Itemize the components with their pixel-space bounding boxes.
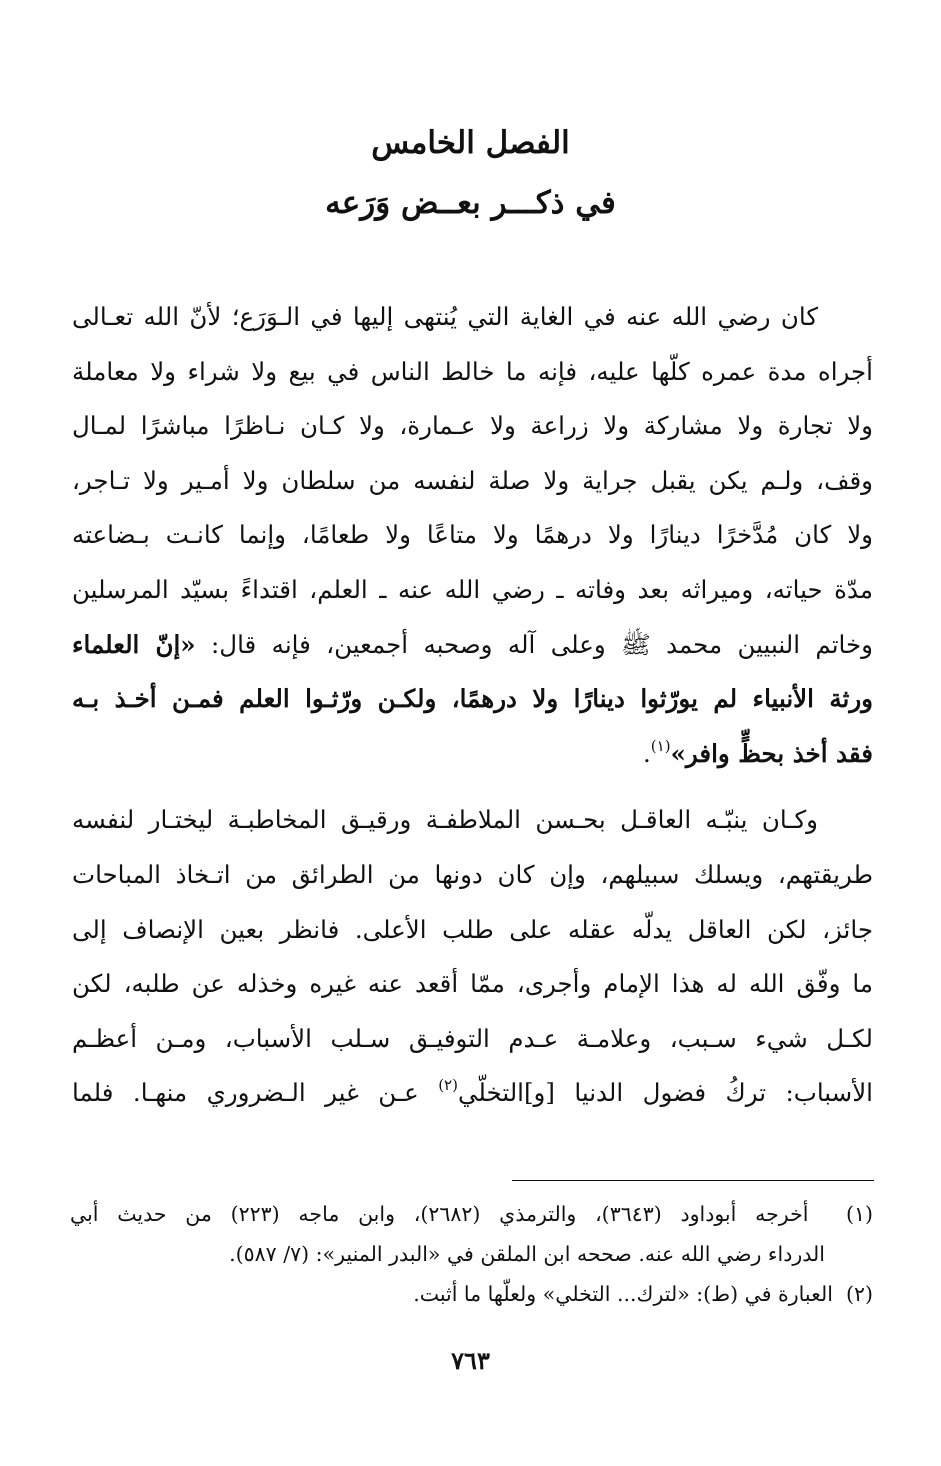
footnote-ref-1[interactable]: (١)	[650, 736, 671, 755]
footnote-text: أخرجه أبوداود (٣٦٤٣)، والترمذي (٢٦٨٢)، وابن ماجه (٢٢٣) من حديث أبي	[70, 1202, 809, 1226]
paragraph-line	[72, 1066, 873, 1121]
paragraph-line: مدّة حياته، وميراثه بعد وفاته ـ رضي الله عنه ـ العلم، اقتداءً بسيّد المرسلين	[72, 574, 873, 604]
footnote-ref-2[interactable]: (٢)	[438, 1076, 458, 1095]
hadith-quote-end: فقد أخذ بحظٍّ وافر»	[670, 738, 873, 768]
footnote-text: العبارة في (ط): «لترك... التخلي» ولعلّها ما أثبت.	[413, 1282, 833, 1306]
chapter-subtitle: في ذكـــر بعــض وَرَعه	[325, 185, 616, 221]
paragraph-gap	[72, 781, 873, 793]
footnotes	[70, 1194, 873, 1314]
paragraph-line: وكـان ينبّـه العاقـل بحـسن الملاطفـة ورقيـق المخاطبـة ليختـار لنفسه	[72, 805, 818, 835]
footnote-1	[70, 1194, 873, 1234]
paragraph-line: ولا تجارة ولا مشاركة ولا زراعة ولا عـمارة، ولا كـان نـاظرًا مباشرًا لمـال	[72, 411, 873, 441]
hadith-quote-start: «إنّ العلماء	[72, 629, 196, 659]
paragraph-line: وقف، ولـم يكن يقبل جراية ولا صلة لنفسه من سلطان ولا أمـير ولا تـاجر،	[72, 465, 873, 495]
paragraph-line: لكـل شيء سـبب، وعلامـة عـدم التوفيـق سـلب الأسباب، ومـن أعظـم	[72, 1023, 873, 1053]
footnote-number: (٢)	[845, 1282, 873, 1306]
line-text: الأسباب: تركُ فضول الدنيا [و]التخلّي	[457, 1078, 873, 1108]
paragraph-2	[72, 793, 873, 1121]
paragraph-line: جائز، لكن العاقل يدلّه عقله على طلب الأعلى. فانظر بعين الإنصاف إلى	[72, 914, 873, 944]
paragraph-line	[72, 727, 873, 782]
paragraph-line: ولا كان مُدَّخرًا دينارًا ولا درهمًا ولا متاعًا ولا طعامًا، وإنما كانـت بـضاعته	[72, 520, 873, 550]
paragraph-1	[72, 290, 873, 781]
footnote-divider	[512, 1180, 874, 1181]
paragraph-line: ما وفّق الله له هذا الإمام وأجرى، ممّا أقعد عنه غيره وخذله عن طلبه، لكن	[72, 969, 873, 999]
line-end: .	[642, 738, 651, 768]
paragraph-line: كان رضي الله عنه في الغاية التي يُنتهى إليها في الـوَرَع؛ لأنّ الله تعـالى	[72, 302, 818, 331]
footnote-1-cont: الدرداء رضي الله عنه. صححه ابن الملقن في «البدر المنير»: (٧/ ٥٨٧).	[229, 1242, 825, 1266]
page-number: ٧٦٣	[451, 1346, 490, 1375]
hadith-quote-line: ورثة الأنبياء لم يورّثوا دينارًا ولا درهمًا، ولكـن ورّثـوا العلم فمـن أخـذ بـه	[72, 684, 873, 714]
paragraph-line: طريقتهم، ويسلك سبيلهم، وإن كان دونها من الطرائق من اتـخاذ المباحات	[72, 859, 873, 889]
chapter-title: الفصل الخامس	[371, 125, 570, 161]
footnote-number: (١)	[845, 1202, 873, 1226]
footnote-2	[70, 1274, 873, 1314]
body-text	[72, 290, 873, 1121]
paragraph-line: أجراه مدة عمره كلّها عليه، فإنه ما خالط الناس في بيع ولا شراء ولا معاملة	[72, 356, 873, 386]
line-text: عـن غير الـضروري منهـا. فلما	[72, 1078, 439, 1108]
line-text: وخاتم النبيين محمد ﷺ وعلى آله وصحبه أجمعين، فإنه قال:	[195, 629, 873, 659]
paragraph-line	[72, 618, 873, 673]
